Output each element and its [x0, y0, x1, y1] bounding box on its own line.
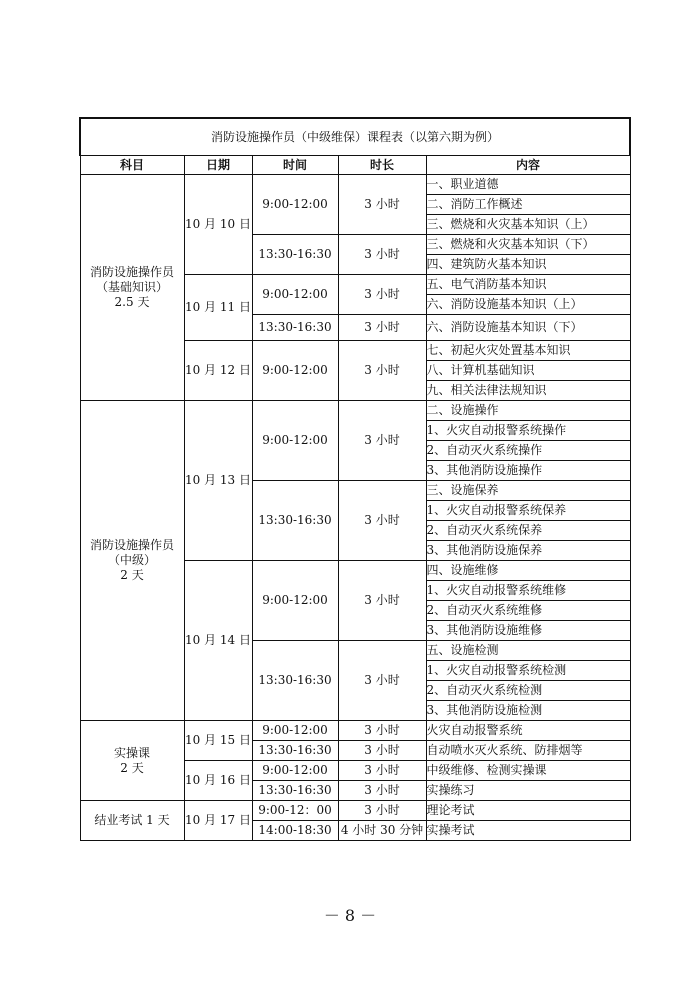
date-cell: 10 月 11 日 — [184, 275, 252, 341]
content-cell: 1、火灾自动报警系统检测 — [426, 661, 630, 681]
time-cell: 13:30-16:30 — [252, 235, 338, 275]
content-cell: 七、初起火灾处置基本知识 — [426, 341, 630, 361]
content-cell: 二、消防工作概述 — [426, 195, 630, 215]
duration-cell: 3 小时 — [338, 481, 426, 561]
content-cell: 3、其他消防设施操作 — [426, 461, 630, 481]
time-cell: 9:00-12:00 — [252, 341, 338, 401]
date-cell: 10 月 14 日 — [184, 561, 252, 721]
header-content: 内容 — [426, 156, 630, 175]
content-cell: 3、其他消防设施保养 — [426, 541, 630, 561]
content-cell: 实操考试 — [426, 821, 630, 841]
time-cell: 9:00-12:00 — [252, 275, 338, 315]
content-cell: 三、设施保养 — [426, 481, 630, 501]
subject-practice-line2: 2 天 — [120, 760, 144, 775]
date-cell: 10 月 12 日 — [184, 341, 252, 401]
subject-mid-line1: 消防设施操作员 — [89, 538, 174, 552]
date-cell: 10 月 13 日 — [184, 401, 252, 561]
content-cell: 六、消防设施基本知识（上） — [426, 295, 630, 315]
content-cell: 三、燃烧和火灾基本知识（下） — [426, 235, 630, 255]
content-cell: 一、职业道德 — [426, 175, 630, 195]
duration-cell: 4 小时 30 分钟 — [338, 821, 426, 841]
content-cell: 2、自动灭火系统维修 — [426, 601, 630, 621]
content-cell: 自动喷水灭火系统、防排烟等 — [426, 741, 630, 761]
header-date: 日期 — [184, 156, 252, 175]
time-cell: 13:30-16:30 — [252, 781, 338, 801]
subject-basic-line2: （基础知识） — [95, 280, 168, 294]
duration-cell: 3 小时 — [338, 401, 426, 481]
duration-cell: 3 小时 — [338, 781, 426, 801]
duration-cell: 3 小时 — [338, 801, 426, 821]
content-cell: 3、其他消防设施维修 — [426, 621, 630, 641]
content-cell: 六、消防设施基本知识（下） — [426, 315, 630, 341]
duration-cell: 3 小时 — [338, 341, 426, 401]
content-cell: 四、建筑防火基本知识 — [426, 255, 630, 275]
duration-cell: 3 小时 — [338, 275, 426, 315]
content-cell: 1、火灾自动报警系统维修 — [426, 581, 630, 601]
time-cell: 13:30-16:30 — [252, 741, 338, 761]
content-cell: 2、自动灭火系统保养 — [426, 521, 630, 541]
time-cell: 13:30-16:30 — [252, 315, 338, 341]
duration-cell: 3 小时 — [338, 315, 426, 341]
content-cell: 理论考试 — [426, 801, 630, 821]
duration-cell: 3 小时 — [338, 561, 426, 641]
date-cell: 10 月 15 日 — [184, 721, 252, 761]
content-cell: 三、燃烧和火灾基本知识（上） — [426, 215, 630, 235]
duration-cell: 3 小时 — [338, 641, 426, 721]
content-cell: 2、自动灭火系统操作 — [426, 441, 630, 461]
header-subject: 科目 — [80, 156, 184, 175]
content-cell: 九、相关法律法规知识 — [426, 381, 630, 401]
subject-exam: 结业考试 1 天 — [80, 801, 184, 841]
time-cell: 14:00-18:30 — [252, 821, 338, 841]
subject-mid — [80, 401, 184, 721]
content-cell: 四、设施维修 — [426, 561, 630, 581]
time-cell: 13:30-16:30 — [252, 481, 338, 561]
content-cell: 二、设施操作 — [426, 401, 630, 421]
content-cell: 五、电气消防基本知识 — [426, 275, 630, 295]
course-schedule-table — [79, 117, 631, 841]
content-cell: 3、其他消防设施检测 — [426, 701, 630, 721]
subject-mid-line2: （中级） — [107, 553, 156, 567]
table-title: 消防设施操作员（中级维保）课程表（以第六期为例） — [80, 118, 630, 156]
subject-practice-line1: 实操课 — [113, 745, 150, 760]
content-cell: 八、计算机基础知识 — [426, 361, 630, 381]
content-cell: 1、火灾自动报警系统操作 — [426, 421, 630, 441]
content-cell: 五、设施检测 — [426, 641, 630, 661]
header-duration: 时长 — [338, 156, 426, 175]
header-time: 时间 — [252, 156, 338, 175]
duration-cell: 3 小时 — [338, 235, 426, 275]
subject-basic-line1: 消防设施操作员 — [89, 265, 174, 279]
subject-basic — [80, 175, 184, 401]
time-cell: 9:00-12:00 — [252, 721, 338, 741]
duration-cell: 3 小时 — [338, 721, 426, 741]
time-cell: 9:00-12：00 — [252, 801, 338, 821]
time-cell: 9:00-12:00 — [252, 561, 338, 641]
duration-cell: 3 小时 — [338, 741, 426, 761]
date-cell: 10 月 10 日 — [184, 175, 252, 275]
subject-practice — [80, 721, 184, 801]
content-cell: 实操练习 — [426, 781, 630, 801]
time-cell: 9:00-12:00 — [252, 761, 338, 781]
time-cell: 9:00-12:00 — [252, 401, 338, 481]
date-cell: 10 月 17 日 — [184, 801, 252, 841]
content-cell: 1、火灾自动报警系统保养 — [426, 501, 630, 521]
content-cell: 火灾自动报警系统 — [426, 721, 630, 741]
content-cell: 中级维修、检测实操课 — [426, 761, 630, 781]
time-cell: 9:00-12:00 — [252, 175, 338, 235]
subject-mid-line3: 2 天 — [120, 568, 144, 582]
duration-cell: 3 小时 — [338, 761, 426, 781]
time-cell: 13:30-16:30 — [252, 641, 338, 721]
duration-cell: 3 小时 — [338, 175, 426, 235]
content-cell: 2、自动灭火系统检测 — [426, 681, 630, 701]
date-cell: 10 月 16 日 — [184, 761, 252, 801]
subject-basic-line3: 2.5 天 — [114, 295, 150, 309]
page-number: － 8 － — [323, 906, 377, 925]
